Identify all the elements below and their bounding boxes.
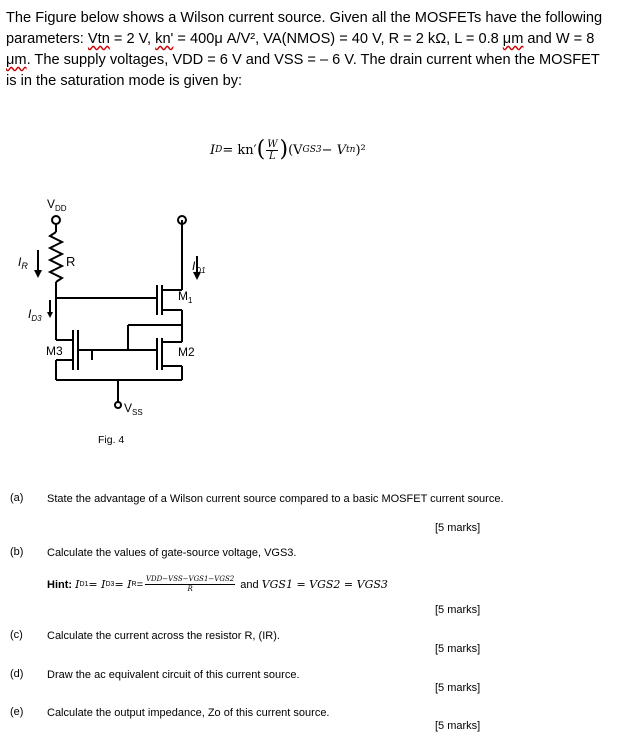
marks-a: [5 marks] [435, 522, 481, 534]
figure-caption: Fig. 4 [98, 434, 125, 446]
drain-current-formula: I D = kn′ ( $\frac{W}{L}$ ) (V GS3 − V tn )² [210, 137, 366, 162]
m3-label: M3 [46, 344, 63, 358]
marks-e: [5 marks] [435, 720, 481, 732]
vss-terminal [115, 402, 121, 408]
kn-symbol: kn' [155, 31, 174, 47]
vtn-symbol: Vtn [87, 31, 110, 47]
vss-label: $V_{SS}$ [124, 401, 143, 417]
ir-label: $I_R$ [18, 255, 28, 271]
vdd-label: $V_{DD}$ [47, 197, 67, 213]
vdd-terminal [52, 216, 60, 224]
w-over-l-fraction: $\frac{W}{L}$ [267, 138, 278, 162]
hint-fraction: $\frac{\text{VDD−VSS−VGS1−VGS2}}{R}$ [146, 575, 235, 593]
id3-arrow-icon [47, 312, 53, 318]
um-unit: μm [6, 52, 27, 68]
wilson-current-source-circuit [0, 190, 260, 430]
r-label: R [66, 254, 76, 269]
marks-d: [5 marks] [435, 682, 481, 694]
um-unit: μm [502, 31, 524, 47]
ir-arrow-icon [34, 270, 42, 278]
problem-statement: The Figure below shows a Wilson current source. Given all the MOSFETs have the following parameters: Vtn = 2 V, kn' = 400μ A/V², VA(NMOS) = 40 V, R = 2 kΩ, L = 0.8 μm and W = 8 μm. The supply voltages, VDD = 6 V and VSS = – 6 V. The drain current when the MOSFET is in the saturation mode is given by: [6, 10, 603, 89]
id1-label: $I_{D1}$ [192, 259, 206, 275]
id3-label: $I_{D3}$ [28, 307, 42, 323]
m2-label: M2 [178, 345, 195, 359]
marks-c: [5 marks] [435, 643, 481, 655]
resistor-r [50, 232, 62, 282]
m1-label: $M_1$ [178, 289, 193, 305]
marks-b: [5 marks] [435, 604, 481, 616]
hint: Hint: I D1 = I D3 = I R = $\frac{\text{VDD−VSS−VGS1−VGS2}}{R}$ and VGS1 = VGS2 = VGS3 [47, 575, 388, 593]
